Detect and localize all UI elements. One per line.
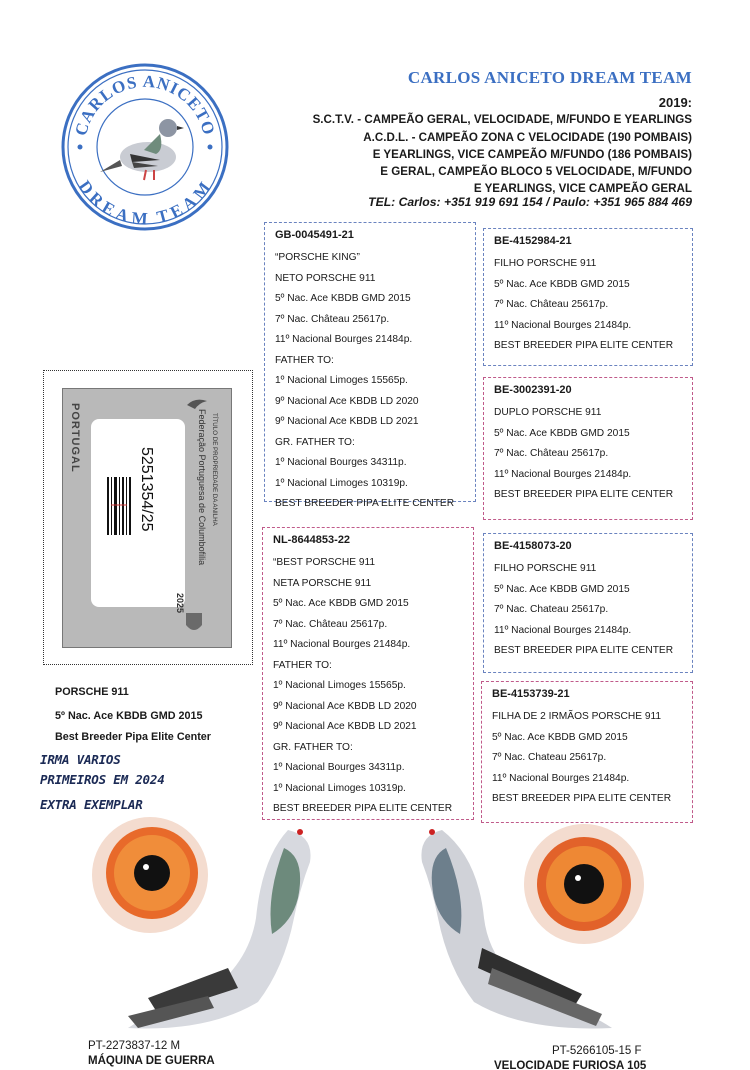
pedigree-line: 7º Nac. Château 25617p. <box>494 299 609 310</box>
federation-pigeon-icon <box>185 395 209 411</box>
achievement-line: S.C.T.V. - CAMPEÃO GERAL, VELOCIDADE, M/FUNDO E YEARLINGS <box>312 113 692 127</box>
team-logo <box>60 62 230 232</box>
gp1-ring: BE-4152984-21 <box>494 235 572 247</box>
certificate-subtitle: TÍTULO DE PROPRIEDADE DA ANILHA <box>211 413 218 526</box>
pedigree-line: 11º Nacional Bourges 21484p. <box>492 772 630 784</box>
pedigree-line: 1º Nacional Limoges 15565p. <box>275 375 408 386</box>
achievement-line: A.C.D.L. - CAMPEÃO ZONA C VELOCIDADE (190 POMBAIS) <box>363 130 692 144</box>
pedigree-line: BEST BREEDER PIPA ELITE CENTER <box>494 340 674 351</box>
pedigree-line: 9º Nacional Ace KBDB LD 2020 <box>275 395 419 407</box>
logo-bottom-text: DREAM TEAM <box>74 177 216 229</box>
gp4-ring: BE-4153739-21 <box>492 688 570 700</box>
achievement-line: E YEARLINGS, VICE CAMPEÃO M/FUNDO (186 POMBAIS) <box>372 147 692 161</box>
svg-text:DREAM TEAM <box>75 177 215 228</box>
pedigree-line: BEST BREEDER PIPA ELITE CENTER <box>273 803 453 814</box>
pedigree-line: FILHO PORSCHE 911 <box>494 258 597 269</box>
bird-breeder: Best Breeder Pipa Elite Center <box>55 731 212 743</box>
pedigree-line: 5º Nac. Ace KBDB GMD 2015 <box>273 598 409 609</box>
pedigree-line: 7º Nac. Chateau 25617p. <box>492 752 607 763</box>
pedigree-line: 11º Nacional Bourges 21484p. <box>494 468 632 480</box>
pedigree-line: 5º Nac. Ace KBDB GMD 2015 <box>492 731 628 743</box>
achievements <box>260 94 692 198</box>
pedigree-line: 11º Nacional Bourges 21484p. <box>273 639 411 650</box>
pedigree-line: 7º Nac. Chateau 25617p. <box>494 604 609 615</box>
pedigree-line: 1º Nacional Limoges 10319p. <box>275 477 408 489</box>
ring-certificate <box>62 388 232 648</box>
pedigree-line: 7º Nac. Château 25617p. <box>273 618 388 630</box>
pedigree-line: FILHO PORSCHE 911 <box>494 563 597 574</box>
pedigree-line: 9º Nacional Ace KBDB LD 2020 <box>273 700 417 712</box>
pedigree-line: BEST BREEDER PIPA ELITE CENTER <box>494 645 674 656</box>
pedigree-line: 1º Nacional Limoges 10319p. <box>273 782 406 794</box>
right-bird-ring: PT-5266105-15 F <box>552 1045 642 1057</box>
pedigree-line: BEST BREEDER PIPA ELITE CENTER <box>492 793 672 804</box>
bird-result: 5º Nac. Ace KBDB GMD 2015 <box>55 710 203 722</box>
grandparent-box-2 <box>483 377 693 520</box>
pedigree-line: FILHA DE 2 IRMÃOS PORSCHE 911 <box>492 711 662 722</box>
pedigree-line: BEST BREEDER PIPA ELITE CENTER <box>275 498 455 509</box>
gp3-ring: BE-4158073-20 <box>494 540 572 552</box>
pedigree-line: BEST BREEDER PIPA ELITE CENTER <box>494 489 674 500</box>
pedigree-line: 11º Nacional Bourges 21484p. <box>494 319 632 331</box>
pedigree-line: 11º Nacional Bourges 21484p. <box>494 624 632 636</box>
bird-name: PORSCHE 911 <box>55 686 129 698</box>
right-pigeon-icon <box>402 818 652 1040</box>
pedigree-line: 11º Nacional Bourges 21484p. <box>275 334 413 345</box>
contact-phones: TEL: Carlos: +351 919 691 154 / Paulo: +351 965 884 469 <box>368 195 692 209</box>
ring-number: 5251354/25 <box>138 447 155 532</box>
federation-name: Federação Portuguesa de Columbofilia <box>197 409 207 566</box>
logo-top-text: CARLOS ANICETO <box>71 71 219 138</box>
pedigree-line: 1º Nacional Limoges 15565p. <box>273 680 406 691</box>
dam-ring: NL-8644853-22 <box>273 534 351 546</box>
grandparent-box-4 <box>481 681 693 823</box>
pedigree-line: GR. FATHER TO: <box>275 436 355 448</box>
grandparent-box-3 <box>483 533 693 673</box>
team-title: CARLOS ANICETO DREAM TEAM <box>407 68 692 87</box>
certificate-year: 2025 <box>175 593 185 614</box>
dam-pedigree-box <box>262 527 474 820</box>
gp2-ring: BE-3002391-20 <box>494 384 572 396</box>
pedigree-line: 5º Nac. Ace KBDB GMD 2015 <box>494 427 630 439</box>
pedigree-line: NETO PORSCHE 911 <box>275 272 376 284</box>
pedigree-line: NETA PORSCHE 911 <box>273 577 372 589</box>
pigeon-seal-icon <box>60 62 230 232</box>
handwritten-note: IRMA VARIOS <box>40 752 121 767</box>
handwritten-note: EXTRA EXEMPLAR <box>40 797 143 812</box>
sire-pedigree-box <box>264 222 476 509</box>
left-pigeon-icon <box>88 818 338 1040</box>
sire-ring: GB-0045491-21 <box>275 229 354 241</box>
grandparent-box-1 <box>483 228 693 366</box>
barcode-icon <box>107 477 131 535</box>
pedigree-line: FATHER TO: <box>275 354 334 366</box>
left-bird-ring: PT-2273837-12 M <box>88 1040 181 1052</box>
achievement-year: 2019: <box>658 95 692 110</box>
pedigree-line: 5º Nac. Ace KBDB GMD 2015 <box>275 293 411 304</box>
achievement-line: E GERAL, CAMPEÃO BLOCO 5 VELOCIDADE, M/FUNDO <box>380 165 692 179</box>
handwritten-note: PRIMEIROS EM 2024 <box>40 772 165 787</box>
pedigree-line: 1º Nacional Bourges 34311p. <box>273 762 405 773</box>
pedigree-line: 7º Nac. Château 25617p. <box>494 448 609 459</box>
certificate-country: PORTUGAL <box>69 403 81 473</box>
pedigree-line: “PORSCHE KING” <box>275 252 360 263</box>
pedigree-line: 9º Nacional Ace KBDB LD 2021 <box>275 416 419 427</box>
certificate-label <box>91 419 185 607</box>
left-bird-name: MÁQUINA DE GUERRA <box>88 1055 215 1067</box>
pedigree-line: GR. FATHER TO: <box>273 741 353 753</box>
achievement-line: E YEARLINGS, VICE CAMPEÃO GERAL <box>473 182 692 196</box>
pedigree-line: 7º Nac. Château 25617p. <box>275 313 390 325</box>
pedigree-line: “BEST PORSCHE 911 <box>273 557 376 568</box>
pedigree-line: 5º Nac. Ace KBDB GMD 2015 <box>494 278 630 290</box>
pedigree-line: 5º Nac. Ace KBDB GMD 2015 <box>494 583 630 595</box>
crest-icon <box>183 611 205 637</box>
pedigree-line: DUPLO PORSCHE 911 <box>494 407 602 418</box>
pedigree-line: FATHER TO: <box>273 659 332 671</box>
pedigree-line: 9º Nacional Ace KBDB LD 2021 <box>273 721 417 732</box>
right-bird-name: VELOCIDADE FURIOSA 105 <box>494 1060 647 1070</box>
pedigree-line: 1º Nacional Bourges 34311p. <box>275 457 407 468</box>
